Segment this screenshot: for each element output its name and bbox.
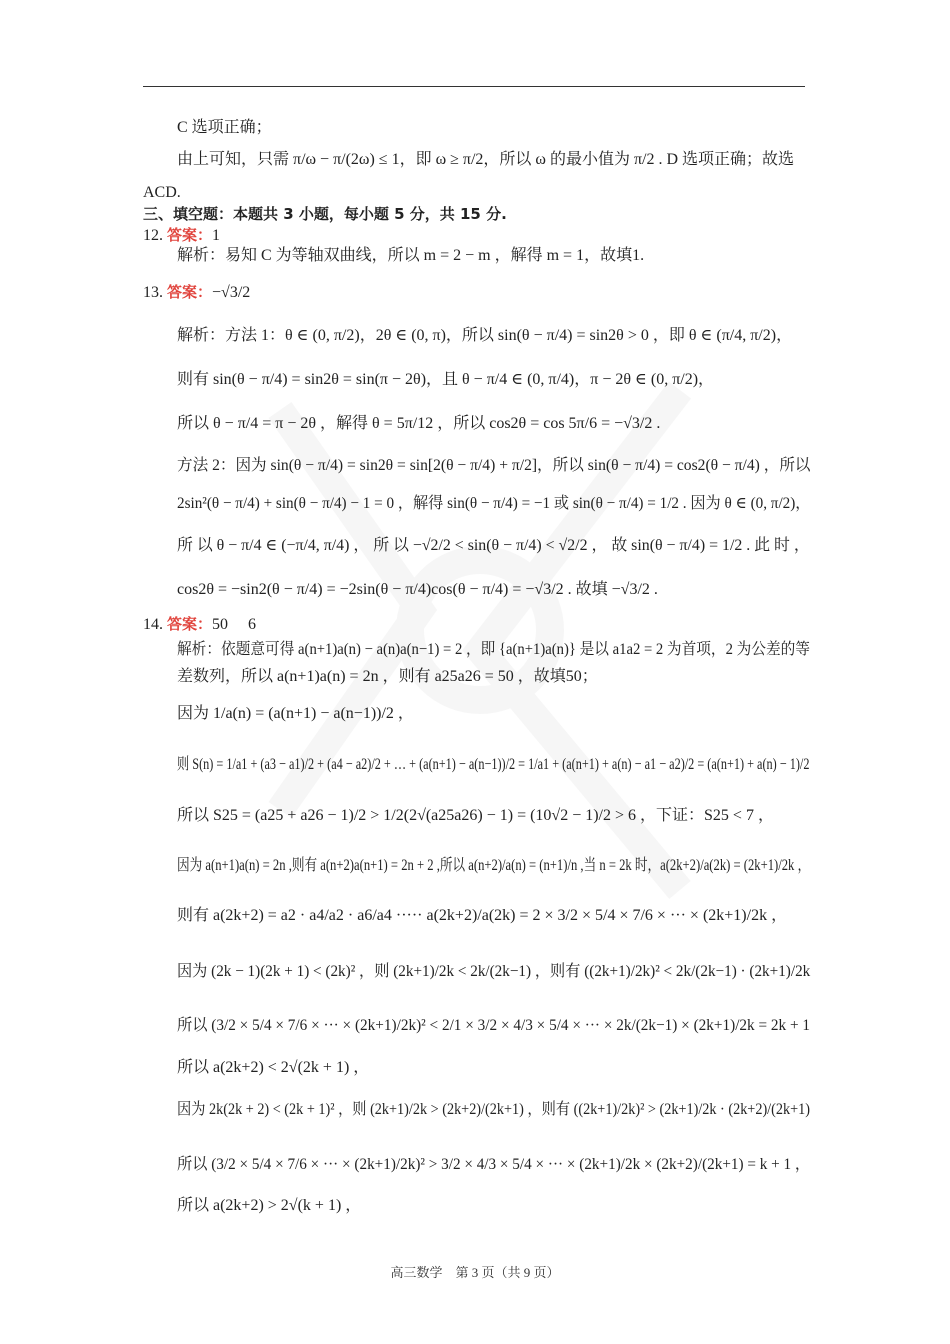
q12-solution: 解析：易知 C 为等轴双曲线，所以 m = 2 − m ，解得 m = 1，故填1. [177,247,645,264]
q14-solution-line5: 所以 S25 = (a25 + a26 − 1)/2 > 1/2(2√(a25a26) − 1) = (10√2 − 1)/2 > 6 ，下证：S25 < 7 ， [177,807,774,824]
q13-method1-line2: 则有 sin(θ − π/4) = sin2θ = sin(π − 2θ)，且 θ − π/4 ∈ (0, π/4)，π − 2θ ∈ (0, π/2)， [177,371,715,388]
q13-method1-line3: 所以 θ − π/4 = π − 2θ ，解得 θ = 5π/12 ，所以 cos2θ = cos 5π/6 = −√3/2 . [177,415,661,432]
q14-answer-row [143,614,256,635]
q14-solution-line7: 则有 a(2k+2) = a2 · a4/a2 · a6/a4 ····· a(2k+2)/a(2k) = 2 × 3/2 × 5/4 × 7/6 × ··· × (2k+1)/2k ， [177,907,788,924]
section-3-heading: 三、填空题：本题共 3 小题，每小题 5 分，共 15 分. [143,205,507,223]
q12-number: 12. [143,227,163,244]
q13-answer-row [143,282,250,303]
line-d-correct: 由上可知，只需 π/ω − π/(2ω) ≤ 1，即 ω ≥ π/2，所以 ω 的最小值为 π/2 . D 选项正确；故选 [177,151,795,168]
q13-answer-value: −√3/2 [212,284,251,301]
q13-answer-label: 答案： [167,283,213,301]
q14-solution-line13: 所以 a(2k+2) > 2√(k + 1) ， [177,1197,362,1214]
q14-solution-line4: 则 S(n) = 1/a1 + (a3 − a1)/2 + (a4 − a2)/2 + … + (a(n+1) − a(n−1))/2 = 1/a1 + (a(n+1) + a(n) − a1 − a2)/2 = (a(n+1) + a(n) − 1)/2 [177,756,810,773]
q14-solution-line12: 所以 (3/2 × 5/4 × 7/6 × ··· × (2k+1)/2k)² > 3/2 × 4/3 × 5/4 × ··· × (2k+1)/2k × (2k+2)/(2k+1) = k + 1 ， [177,1156,811,1173]
page-footer: 高三数学 第 3 页（共 9 页） [390,1265,560,1280]
q13-method2-line2: 2sin²(θ − π/4) + sin(θ − π/4) − 1 = 0 ，解得 sin(θ − π/4) = −1 或 sin(θ − π/4) = 1/2 . 因为 θ ∈ (0, π/2)， [177,495,811,512]
q14-solution-line6: 因为 a(n+1)a(n) = 2n ,则有 a(n+2)a(n+1) = 2n + 2 ,所以 a(n+2)/a(n) = (n+1)/n ,当 n = 2k 时，a(2k+2)/a(2k) = (2k+1)/2k ， [177,857,811,874]
q14-solution-line1: 解析：依题意可得 a(n+1)a(n) − a(n)a(n−1) = 2 ，即 {a(n+1)a(n)} 是以 a1a2 = 2 为首项，2 为公差的等 [177,641,810,658]
q13-method1-line1: 解析：方法 1：θ ∈ (0, π/2)，2θ ∈ (0, π)，所以 sin(θ − π/4) = sin2θ > 0 ，即 θ ∈ (π/4, π/2)， [177,327,793,344]
q14-solution-line10: 所以 a(2k+2) < 2√(2k + 1) ， [177,1059,370,1076]
q14-solution-line9: 所以 (3/2 × 5/4 × 7/6 × ··· × (2k+1)/2k)² < 2/1 × 3/2 × 4/3 × 5/4 × ··· × 2k/(2k−1) × (2k+1)/2k = 2k + 1 [177,1017,811,1034]
q14-solution-line11: 因为 2k(2k + 2) < (2k + 1)² ，则 (2k+1)/2k > (2k+2)/(2k+1) ，则有 ((2k+1)/2k)² > (2k+1)/2k · (2k+2)/(2k+1) [177,1101,810,1118]
line-acd: ACD. [143,184,181,201]
q14-answer-label: 答案： [167,615,213,633]
q13-method2-line4: cos2θ = −sin2(θ − π/4) = −2sin(θ − π/4)cos(θ − π/4) = −√3/2 . 故填 −√3/2 . [177,581,658,598]
q13-number: 13. [143,284,163,301]
q14-solution-line8: 因为 (2k − 1)(2k + 1) < (2k)² ，则 (2k+1)/2k < 2k/(2k−1) ，则有 ((2k+1)/2k)² < 2k/(2k−1) · (2k+1)/2k [177,963,811,980]
header-rule [143,86,805,87]
q14-number: 14. [143,616,163,633]
line-c-correct: C 选项正确； [177,119,272,136]
q14-solution-line2: 差数列，所以 a(n+1)a(n) = 2n ，则有 a25a26 = 50 ，故填50； [177,668,598,685]
q14-solution-line3: 因为 1/a(n) = (a(n+1) − a(n−1))/2 ， [177,705,414,722]
q13-method2-line1: 方法 2：因为 sin(θ − π/4) = sin2θ = sin[2(θ − π/4) + π/2]，所以 sin(θ − π/4) = cos2(θ − π/4) ，所以 [177,457,811,474]
q12-answer-label: 答案： [167,226,213,244]
q12-answer-row [143,225,220,246]
q12-answer-value: 1 [212,227,221,244]
q14-answer-value: 50 6 [212,616,257,633]
q13-method2-line3: 所 以 θ − π/4 ∈ (−π/4, π/4) ， 所 以 −√2/2 < sin(θ − π/4) < √2/2 ， 故 sin(θ − π/4) = 1/2 . 此 时 ， [177,537,810,554]
